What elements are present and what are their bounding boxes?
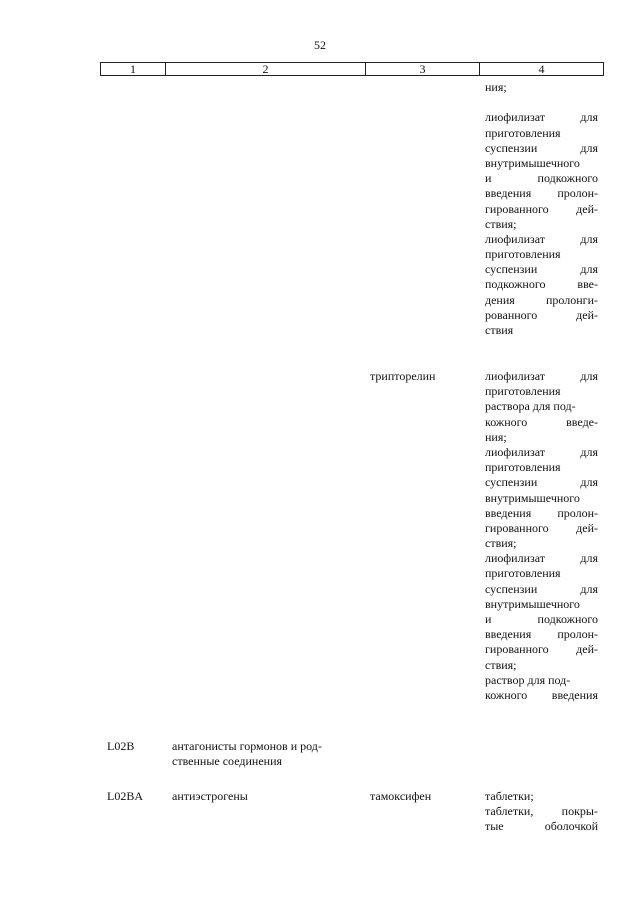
drug-name-triptorelin: трипторелин bbox=[370, 369, 436, 383]
text-line: подкожного вве- bbox=[485, 277, 598, 292]
text-line: таблетки; bbox=[485, 789, 534, 803]
text-line: ствия; bbox=[485, 216, 517, 231]
text-line: лиофилизат для bbox=[485, 369, 598, 383]
atc-code-l02ba: L02BA bbox=[107, 789, 143, 803]
dosage-forms-continued bbox=[485, 80, 598, 338]
text-line: гированного дей- bbox=[485, 520, 598, 535]
page-number: 52 bbox=[314, 38, 326, 52]
text-line: суспензии для bbox=[485, 262, 598, 277]
text-line: ствия bbox=[485, 323, 514, 337]
column-header-1: 1 bbox=[101, 63, 166, 76]
text-line: кожного введения bbox=[485, 687, 598, 702]
text-line: лиофилизат для bbox=[485, 231, 598, 246]
text-line: ствия; bbox=[485, 536, 517, 551]
text-line: раствора для под- bbox=[485, 399, 576, 414]
text-line: введения пролон- bbox=[485, 186, 598, 201]
text-line: ния; bbox=[485, 80, 507, 94]
text-line: раствор для под- bbox=[485, 672, 571, 687]
text-line: лиофилизат для bbox=[485, 551, 598, 566]
text-line: кожного введе- bbox=[485, 414, 598, 429]
text-line: приготовления bbox=[485, 247, 561, 262]
column-header-2: 2 bbox=[166, 63, 366, 76]
text-line: ния; bbox=[485, 429, 507, 444]
text-line: лиофилизат для bbox=[485, 110, 598, 125]
atc-group-l02ba: антиэстрогены bbox=[172, 789, 248, 803]
text-line: рованного дей- bbox=[485, 307, 598, 322]
text-line: суспензии для bbox=[485, 140, 598, 155]
atc-group-l02b bbox=[172, 739, 360, 769]
text-line bbox=[485, 95, 598, 110]
text-line: внутримышечного bbox=[485, 155, 580, 170]
text-line: таблетки, покры- bbox=[485, 804, 598, 819]
text-line: и подкожного bbox=[485, 171, 598, 186]
text-line: внутримышечного bbox=[485, 596, 580, 611]
text-line: тые оболочкой bbox=[485, 819, 598, 834]
text-line: ствия; bbox=[485, 657, 517, 672]
text-line: приготовления bbox=[485, 384, 561, 399]
text-line: суспензии для bbox=[485, 475, 598, 490]
text-line: введения пролон- bbox=[485, 505, 598, 520]
column-header-3: 3 bbox=[366, 63, 480, 76]
text-line: приготовления bbox=[485, 460, 561, 475]
text-line: антагонисты гормонов и род- bbox=[172, 739, 322, 753]
text-line: гированного дей- bbox=[485, 201, 598, 216]
text-line: и подкожного bbox=[485, 612, 598, 626]
text-line: ственные соединения bbox=[172, 754, 283, 769]
text-line: лиофилизат для bbox=[485, 444, 598, 459]
text-line: приготовления bbox=[485, 125, 561, 140]
column-header-row bbox=[100, 62, 604, 76]
text-line: суспензии для bbox=[485, 581, 598, 596]
column-header-4: 4 bbox=[480, 63, 604, 76]
text-line: гированного дей- bbox=[485, 642, 598, 657]
text-line: внутримышечного bbox=[485, 490, 580, 505]
text-line: введения пролон- bbox=[485, 627, 598, 642]
text-line: приготовления bbox=[485, 566, 561, 581]
dosage-forms-triptorelin bbox=[485, 369, 598, 703]
dosage-forms-tamoxifen bbox=[485, 789, 598, 835]
atc-code-l02b: L02B bbox=[107, 739, 135, 753]
text-line: дения пролонги- bbox=[485, 292, 598, 307]
drug-name-tamoxifen: тамоксифен bbox=[370, 789, 432, 803]
